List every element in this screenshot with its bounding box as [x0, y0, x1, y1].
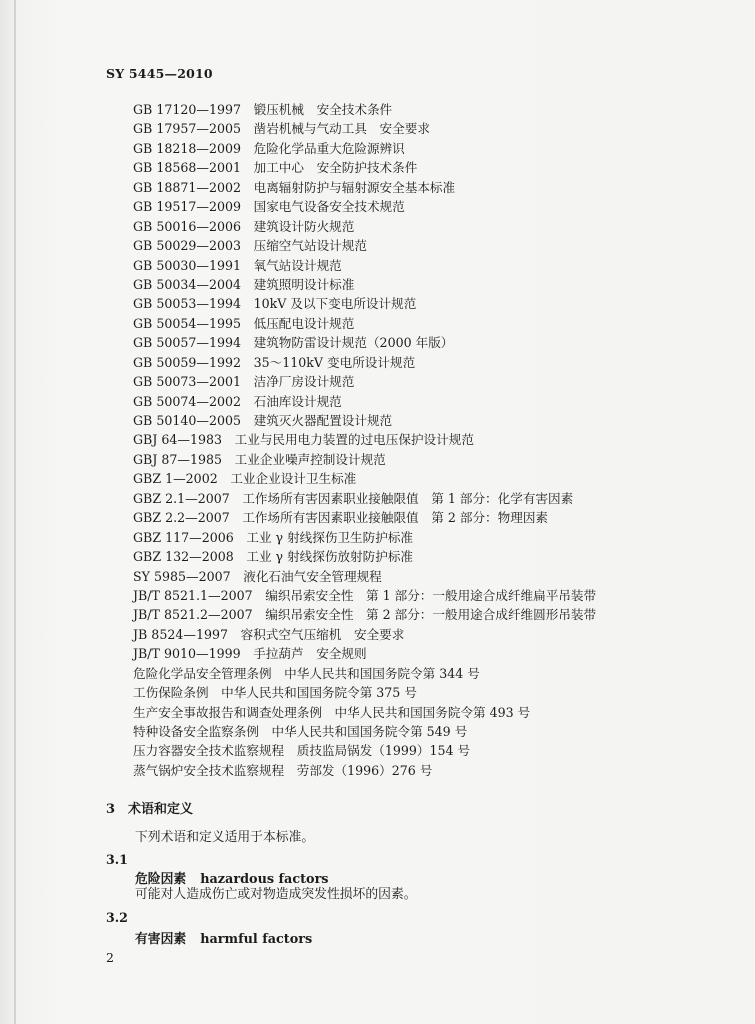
reference-item: 压力容器安全技术监察规程 质技监局锅发（1999）154 号 [133, 743, 471, 759]
binding-edge [14, 0, 16, 1024]
reference-item: GBJ 87—1985 工业企业噪声控制设计规范 [133, 451, 386, 467]
reference-item: GB 50034—2004 建筑照明设计标准 [133, 276, 355, 292]
term-definition: 可能对人造成伤亡或对物造成突发性损坏的因素。 [135, 887, 417, 902]
reference-item: GB 50059—1992 35～110kV 变电所设计规范 [133, 354, 416, 370]
term-en: harmful factors [200, 932, 313, 947]
term-cn: 有害因素 [135, 932, 187, 947]
section-intro: 下列术语和定义适用于本标准。 [135, 830, 315, 845]
reference-item: GBJ 64—1983 工业与民用电力装置的过电压保护设计规范 [133, 432, 474, 448]
reference-item: GB 18871—2002 电离辐射防护与辐射源安全基本标准 [133, 179, 456, 195]
reference-item: GBZ 2.1—2007 工作场所有害因素职业接触限值 第 1 部分：化学有害因素 [133, 490, 574, 506]
reference-item: GBZ 117—2006 工业 γ 射线探伤卫生防护标准 [133, 529, 414, 545]
reference-item: GB 50030—1991 氧气站设计规范 [133, 257, 342, 273]
reference-item: 危险化学品安全管理条例 中华人民共和国国务院令第 344 号 [133, 665, 480, 681]
reference-item: GB 50016—2006 建筑设计防火规范 [133, 218, 355, 234]
term-heading [135, 928, 312, 947]
reference-item: GBZ 132—2008 工业 γ 射线探伤放射防护标准 [133, 549, 414, 565]
reference-item: 生产安全事故报告和调查处理条例 中华人民共和国国务院令第 493 号 [133, 704, 531, 720]
reference-item: GB 50029—2003 压缩空气站设计规范 [133, 238, 367, 254]
reference-item: GB 17957—2005 凿岩机械与气动工具 安全要求 [133, 121, 430, 137]
reference-item: 蒸气锅炉安全技术监察规程 劳部发（1996）276 号 [133, 762, 433, 778]
reference-item: JB/T 8521.2—2007 编织吊索安全性 第 2 部分：一般用途合成纤维圆形吊装带 [133, 607, 597, 623]
reference-item: JB 8524—1997 容积式空气压缩机 安全要求 [133, 626, 405, 642]
reference-item: GBZ 1—2002 工业企业设计卫生标准 [133, 471, 357, 487]
reference-item: GB 50057—1994 建筑物防雷设计规范（2000 年版） [133, 335, 454, 351]
standard-code-header: SY 5445—2010 [106, 66, 213, 81]
reference-item: GB 17120—1997 锻压机械 安全技术条件 [133, 102, 393, 117]
term-en: hazardous factors [200, 872, 329, 887]
reference-item: GB 18218—2009 危险化学品重大危险源辨识 [133, 140, 405, 156]
reference-item: 特种设备安全监察条例 中华人民共和国国务院令第 549 号 [133, 724, 468, 739]
reference-item: JB/T 9010—1999 手拉葫芦 安全规则 [133, 646, 367, 662]
section-title: 3 术语和定义 [106, 802, 194, 817]
reference-item: GB 50054—1995 低压配电设计规范 [133, 315, 355, 331]
reference-item: GB 50074—2002 石油库设计规范 [133, 393, 342, 409]
reference-item: GBZ 2.2—2007 工作场所有害因素职业接触限值 第 2 部分：物理因素 [133, 510, 549, 526]
reference-item: 工伤保险条例 中华人民共和国国务院令第 375 号 [133, 685, 417, 701]
reference-item: GB 50140—2005 建筑灭火器配置设计规范 [133, 413, 393, 428]
clause-number: 3.2 [106, 910, 128, 925]
page-number: 2 [106, 950, 114, 965]
reference-item: SY 5985—2007 液化石油气安全管理规程 [133, 568, 382, 584]
term-cn: 危险因素 [135, 872, 187, 887]
reference-item: GB 50073—2001 洁净厂房设计规范 [133, 374, 355, 390]
reference-item: GB 50053—1994 10kV 及以下变电所设计规范 [133, 296, 417, 312]
normative-references-list [133, 100, 733, 780]
clause-number: 3.1 [106, 852, 128, 867]
reference-item: GB 19517—2009 国家电气设备安全技术规范 [133, 199, 405, 215]
reference-item: JB/T 8521.1—2007 编织吊索安全性 第 1 部分：一般用途合成纤维扁平吊装带 [133, 587, 597, 603]
reference-item: GB 18568—2001 加工中心 安全防护技术条件 [133, 160, 418, 176]
